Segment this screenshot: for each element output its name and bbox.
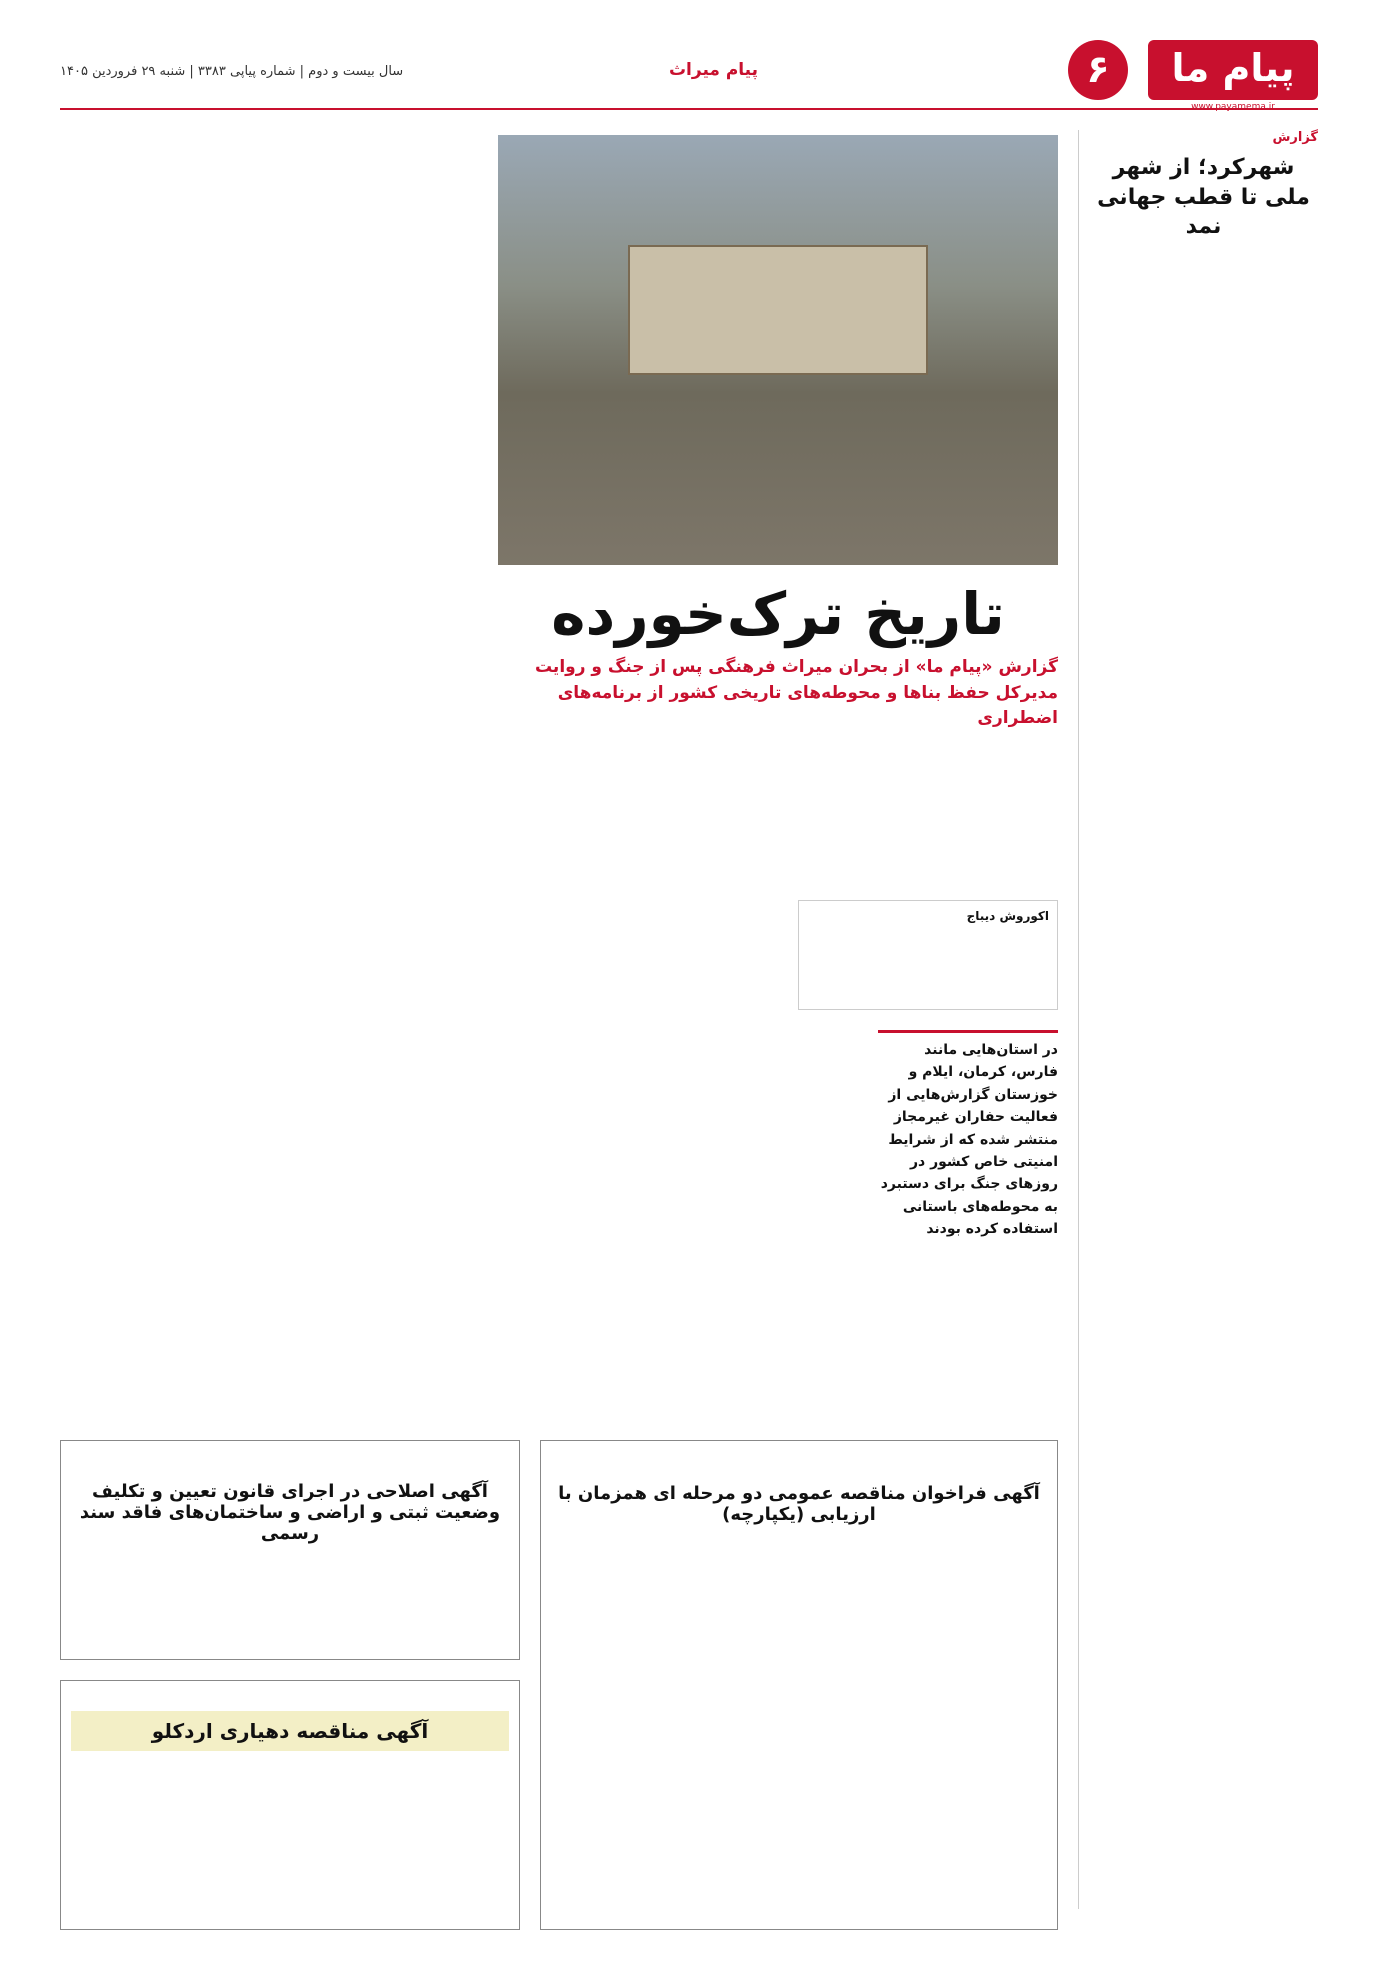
- damaged-building: [628, 245, 928, 375]
- sidebar-article: [1078, 130, 1318, 1909]
- page-number: ۶: [1068, 40, 1128, 100]
- notice-title: آگهی اصلاحی در اجرای قانون تعیین و تکلیف وضعیت ثبتی و اراضی و ساختمان‌های فاقد سند رسمی: [79, 1481, 501, 1544]
- dehyari-ad: [60, 1680, 520, 1930]
- main-subhead: گزارش «پیام ما» از بحران میراث فرهنگی پس از جنگ و روایت مدیرکل حفظ بناها و محوطه‌های تاریخی کشور از برنامه‌های اضطراری: [534, 657, 1058, 728]
- tender-title: آگهی فراخوان مناقصه عمومی دو مرحله ای همزمان با ارزیابی (یکپارچه): [558, 1483, 1040, 1525]
- dehyari-title: آگهی مناقصه دهیاری اردکلو: [71, 1711, 509, 1751]
- masthead: [60, 40, 1318, 110]
- article-photo: [498, 135, 1058, 565]
- notice-ad: [60, 1440, 520, 1660]
- pullquote: در استان‌هایی مانند فارس، کرمان، ایلام و خوزستان گزارش‌هایی از فعالیت حفاران غیرمجاز منتشر شده که از شرایط امنیتی خاص کشور در روزهای جنگ برای دستبرد به محوطه‌های باستانی استفاده کرده بودند: [878, 1030, 1058, 1241]
- author-box: [798, 900, 1058, 1010]
- issue-info: سال بیست و دوم | شماره پیاپی ۳۳۸۳ | شنبه ۲۹ فروردین ۱۴۰۵: [60, 64, 404, 79]
- sidebar-title: شهرکرد؛ از شهر ملی تا قطب جهانی نمد: [1097, 155, 1310, 240]
- author-name: اکوروش دیباج: [966, 909, 1049, 923]
- logo-url: www.payamema.ir: [1191, 102, 1275, 112]
- tender-ad: [540, 1440, 1058, 1930]
- main-headline: تاریخ ترک‌خورده: [551, 580, 1005, 648]
- sidebar-kicker: گزارش: [1272, 130, 1318, 145]
- section-title: پیام میراث: [668, 60, 758, 80]
- logo: پیام ما: [1148, 40, 1318, 100]
